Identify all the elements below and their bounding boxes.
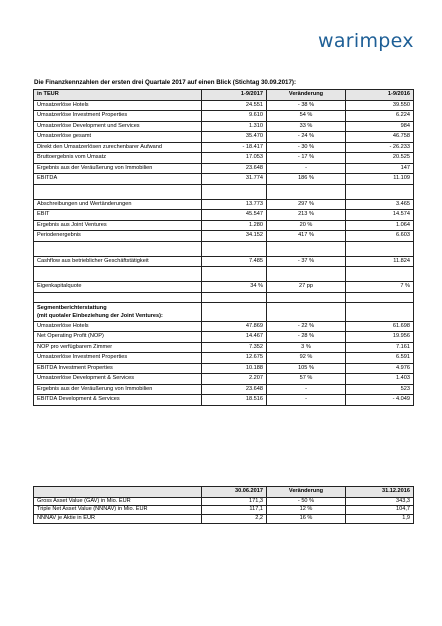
value-change: - 17 % bbox=[267, 153, 346, 164]
segment-heading-line1: Segmentberichterstattung bbox=[37, 304, 107, 311]
value-current: 2.207 bbox=[202, 374, 267, 385]
value-change: - bbox=[267, 395, 346, 406]
table-row bbox=[34, 121, 414, 132]
row-label: EBIT bbox=[34, 210, 202, 221]
table-row bbox=[34, 142, 414, 153]
row-label: Umsatzerlöse Hotels bbox=[34, 100, 202, 111]
value-prior: 6.591 bbox=[346, 353, 414, 364]
spacer-row bbox=[34, 267, 414, 282]
value-prior: 20.525 bbox=[346, 153, 414, 164]
value-current: 18.516 bbox=[202, 395, 267, 406]
value-current: 14.467 bbox=[202, 332, 267, 343]
value-change: 57 % bbox=[267, 374, 346, 385]
row-label: EBITDA Development & Services bbox=[34, 395, 202, 406]
row-label: Ergebnis aus Joint Ventures bbox=[34, 220, 202, 231]
value-change: - 38 % bbox=[267, 100, 346, 111]
page-heading: Die Finanzkennzahlen der ersten drei Quartale 2017 auf einen Blick (Stichtag 30.09.2017): bbox=[34, 79, 297, 86]
row-label: Umsatzerlöse gesamt bbox=[34, 132, 202, 143]
spacer-row bbox=[34, 241, 414, 256]
value-change: 3 % bbox=[267, 342, 346, 353]
value-prior: 147 bbox=[346, 163, 414, 174]
row-label: Cashflow aus betrieblicher Geschäftstätigkeit bbox=[34, 256, 202, 267]
value-change: - bbox=[267, 163, 346, 174]
row-label: Ergebnis aus der Veräußerung von Immobilien bbox=[34, 384, 202, 395]
table-row bbox=[34, 174, 414, 185]
value-current: 24.551 bbox=[202, 100, 267, 111]
table-row bbox=[34, 384, 414, 395]
value-change: - 28 % bbox=[267, 332, 346, 343]
value-prior: - 4.049 bbox=[346, 395, 414, 406]
header-date-current: 30.06.2017 bbox=[202, 487, 267, 498]
row-label: Net Operating Profit (NOP) bbox=[34, 332, 202, 343]
value-current: 13.773 bbox=[202, 199, 267, 210]
table-header-row bbox=[34, 90, 414, 101]
table-row bbox=[34, 132, 414, 143]
key-figures-table bbox=[33, 89, 414, 406]
value-change: 186 % bbox=[267, 174, 346, 185]
value-current: 23.648 bbox=[202, 384, 267, 395]
value-prior: 343,3 bbox=[346, 497, 414, 506]
value-change: 27 pp bbox=[267, 282, 346, 293]
table-row bbox=[34, 363, 414, 374]
value-change: - bbox=[267, 384, 346, 395]
value-current: 2,2 bbox=[202, 515, 267, 524]
row-label: Umsatzerlöse Investment Properties bbox=[34, 353, 202, 364]
table-row bbox=[34, 282, 414, 293]
value-prior: 19.956 bbox=[346, 332, 414, 343]
value-change: 16 % bbox=[267, 515, 346, 524]
table-row bbox=[34, 100, 414, 111]
spacer-row bbox=[34, 292, 414, 302]
row-label: NNNAV je Aktie in EUR bbox=[34, 515, 202, 524]
value-change: 105 % bbox=[267, 363, 346, 374]
value-prior: 46.758 bbox=[346, 132, 414, 143]
value-current: 34 % bbox=[202, 282, 267, 293]
value-change: - 37 % bbox=[267, 256, 346, 267]
value-current: 7.485 bbox=[202, 256, 267, 267]
row-label: Ergebnis aus der Veräußerung von Immobilien bbox=[34, 163, 202, 174]
value-change: 33 % bbox=[267, 121, 346, 132]
value-prior: 7.161 bbox=[346, 342, 414, 353]
value-change: 20 % bbox=[267, 220, 346, 231]
value-prior: 14.574 bbox=[346, 210, 414, 221]
row-label: Abschreibungen und Wertänderungen bbox=[34, 199, 202, 210]
row-label: EBITDA Investment Properties bbox=[34, 363, 202, 374]
value-change: 297 % bbox=[267, 199, 346, 210]
value-prior: 1.064 bbox=[346, 220, 414, 231]
value-current: - 18.417 bbox=[202, 142, 267, 153]
value-change: - 30 % bbox=[267, 142, 346, 153]
value-change: - 50 % bbox=[267, 497, 346, 506]
row-label: EBITDA bbox=[34, 174, 202, 185]
table-row bbox=[34, 111, 414, 122]
value-prior: 39.550 bbox=[346, 100, 414, 111]
row-label: Bruttoergebnis vom Umsatz bbox=[34, 153, 202, 164]
value-prior: 6.603 bbox=[346, 231, 414, 242]
row-label: Eigenkapitalquote bbox=[34, 282, 202, 293]
header-label: in TEUR bbox=[34, 90, 202, 101]
table-header-row bbox=[34, 487, 414, 498]
value-current: 34.152 bbox=[202, 231, 267, 242]
value-current: 10.188 bbox=[202, 363, 267, 374]
value-current: 7.352 bbox=[202, 342, 267, 353]
asset-value-table bbox=[33, 486, 414, 524]
header-period-current: 1-9/2017 bbox=[202, 90, 267, 101]
table-row bbox=[34, 374, 414, 385]
value-current: 1.310 bbox=[202, 121, 267, 132]
value-change: 12 % bbox=[267, 506, 346, 515]
value-current: 117,1 bbox=[202, 506, 267, 515]
value-change: - 22 % bbox=[267, 321, 346, 332]
table-row bbox=[34, 210, 414, 221]
spacer-row bbox=[34, 184, 414, 199]
row-label: Umsatzerlöse Investment Properties bbox=[34, 111, 202, 122]
value-prior: 7 % bbox=[346, 282, 414, 293]
value-prior: 3.465 bbox=[346, 199, 414, 210]
value-change: - 24 % bbox=[267, 132, 346, 143]
value-prior: 11.824 bbox=[346, 256, 414, 267]
value-current: 31.774 bbox=[202, 174, 267, 185]
value-current: 47.869 bbox=[202, 321, 267, 332]
value-prior: 61.698 bbox=[346, 321, 414, 332]
header-change: Veränderung bbox=[267, 90, 346, 101]
value-current: 17.053 bbox=[202, 153, 267, 164]
row-label: Gross Asset Value (GAV) in Mio. EUR bbox=[34, 497, 202, 506]
table-row bbox=[34, 497, 414, 506]
header-change: Veränderung bbox=[267, 487, 346, 498]
table-row bbox=[34, 342, 414, 353]
table-row bbox=[34, 353, 414, 364]
value-change: 92 % bbox=[267, 353, 346, 364]
value-change: 213 % bbox=[267, 210, 346, 221]
row-label: Triple Net Asset Value (NNNAV) in Mio. EUR bbox=[34, 506, 202, 515]
value-change: 417 % bbox=[267, 231, 346, 242]
table-row bbox=[34, 332, 414, 343]
value-prior: 1.403 bbox=[346, 374, 414, 385]
value-prior: 104,7 bbox=[346, 506, 414, 515]
table-row bbox=[34, 256, 414, 267]
value-change: 54 % bbox=[267, 111, 346, 122]
row-label: Direkt den Umsatzerlösen zurechenbarer Aufwand bbox=[34, 142, 202, 153]
table-row bbox=[34, 395, 414, 406]
value-current: 35.470 bbox=[202, 132, 267, 143]
header-label bbox=[34, 487, 202, 498]
segment-heading bbox=[34, 302, 202, 321]
row-label: Umsatzerlöse Development & Services bbox=[34, 374, 202, 385]
header-period-prior: 1-9/2016 bbox=[346, 90, 414, 101]
warimpex-logo: warimpex bbox=[318, 30, 414, 52]
value-prior: 6.224 bbox=[346, 111, 414, 122]
row-label: Umsatzerlöse Development und Services bbox=[34, 121, 202, 132]
value-prior: 4.976 bbox=[346, 363, 414, 374]
table-row bbox=[34, 321, 414, 332]
value-current: 1.280 bbox=[202, 220, 267, 231]
table-row bbox=[34, 163, 414, 174]
value-current: 12.675 bbox=[202, 353, 267, 364]
value-current: 45.547 bbox=[202, 210, 267, 221]
row-label: Umsatzerlöse Hotels bbox=[34, 321, 202, 332]
value-prior: 523 bbox=[346, 384, 414, 395]
value-prior: 984 bbox=[346, 121, 414, 132]
value-current: 9.610 bbox=[202, 111, 267, 122]
table-row bbox=[34, 199, 414, 210]
segment-heading-row bbox=[34, 302, 414, 321]
table-row bbox=[34, 515, 414, 524]
value-prior: 1,9 bbox=[346, 515, 414, 524]
row-label: Periodenergebnis bbox=[34, 231, 202, 242]
value-current: 23.648 bbox=[202, 163, 267, 174]
table-row bbox=[34, 153, 414, 164]
table-row bbox=[34, 506, 414, 515]
table-row bbox=[34, 220, 414, 231]
value-prior: 11.109 bbox=[346, 174, 414, 185]
segment-heading-line2: (mit quotaler Einbeziehung der Joint Ventures): bbox=[37, 312, 163, 319]
table-row bbox=[34, 231, 414, 242]
row-label: NOP pro verfügbarem Zimmer bbox=[34, 342, 202, 353]
header-date-prior: 31.12.2016 bbox=[346, 487, 414, 498]
value-prior: - 26.233 bbox=[346, 142, 414, 153]
value-current: 171,3 bbox=[202, 497, 267, 506]
